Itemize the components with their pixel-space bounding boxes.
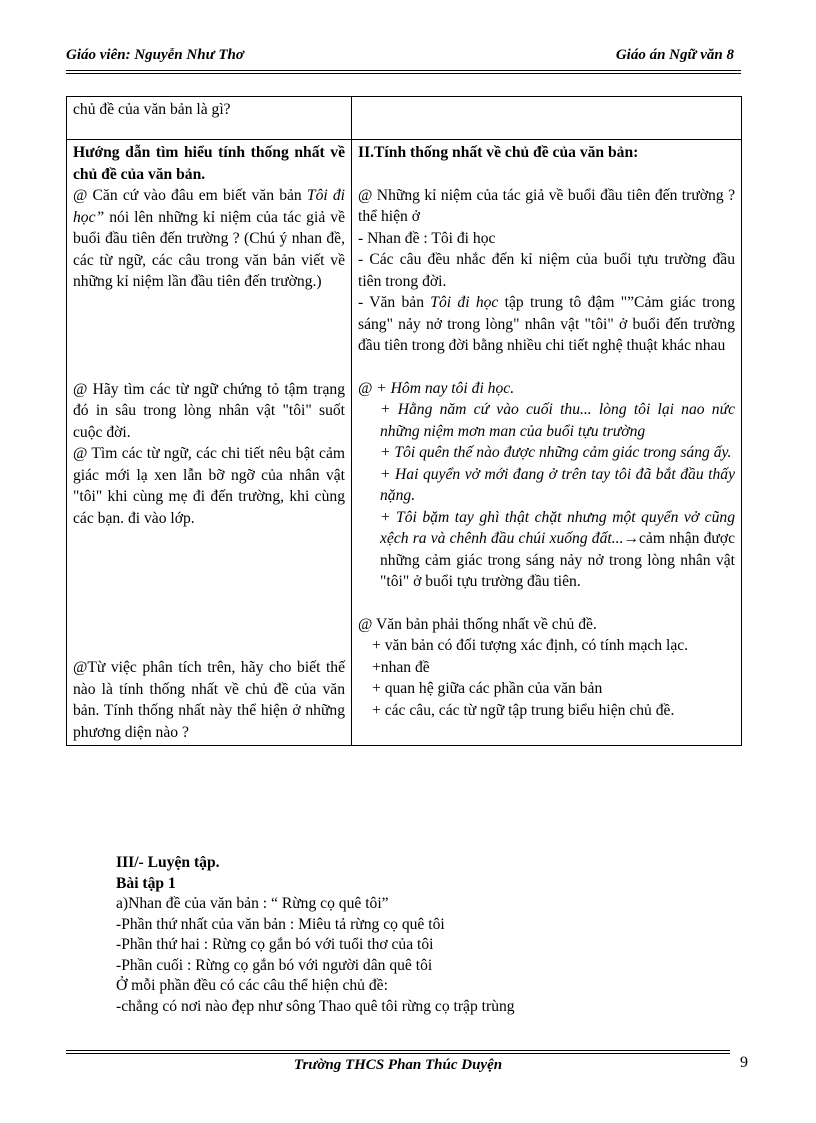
footer-rule-2 bbox=[66, 1053, 730, 1054]
cell-text: chủ đề của văn bản là gì? bbox=[73, 101, 231, 118]
table-cell-empty bbox=[352, 97, 742, 140]
practice-line: -Phần thứ hai : Rừng cọ gắn bó với tuổi thơ của tôi bbox=[116, 936, 434, 953]
arrow-right-icon: → bbox=[623, 530, 639, 547]
practice-line: a)Nhan đề của văn bản : “ Rừng cọ quê tôi” bbox=[116, 895, 389, 912]
l4-text-a: - Văn bản bbox=[358, 294, 431, 311]
practice-line: Ở mỗi phần đều có các câu thể hiện chủ đề: bbox=[116, 977, 388, 994]
quote-line bbox=[358, 507, 735, 593]
conclusion-line: + văn bản có đối tượng xác định, có tính mạch lạc. bbox=[372, 637, 689, 654]
spacer bbox=[358, 357, 735, 378]
teacher-guide-cell bbox=[67, 140, 352, 746]
answer-line: @ Những kỉ niệm của tác giả về buổi đầu tiên đến trường ? thể hiện ở bbox=[358, 186, 735, 225]
conclusion-line: +nhan đề bbox=[372, 658, 430, 676]
header-subject: Giáo án Ngữ văn 8 bbox=[615, 47, 734, 63]
guide-question-3: @ Tìm các từ ngữ, các chi tiết nêu bật cảm giác mới lạ xen lẫn bỡ ngỡ của nhân vật "tôi" khi cùng mẹ đi đến trường, khi cùng các bạn. đi vào lớp. bbox=[73, 445, 345, 527]
conclusion-line: + các câu, các từ ngữ tập trung biểu hiện chủ đề. bbox=[372, 701, 675, 719]
spacer bbox=[73, 529, 345, 657]
content-cell bbox=[352, 140, 742, 746]
guide-question-2: @ Hãy tìm các từ ngữ chứng tỏ tậm trạng đó in sâu trong lòng nhân vật "tôi" suốt cuộc đời. bbox=[73, 380, 345, 441]
conclusion-line: @ Văn bản phải thống nhất về chủ đề. bbox=[358, 615, 597, 633]
answer-line: - Các câu đều nhắc đến kỉ niệm của buổi tựu trường đầu tiên trong đời. bbox=[358, 251, 735, 290]
conclusion-line: + quan hệ giữa các phần của văn bản bbox=[372, 680, 603, 697]
table-row bbox=[67, 97, 742, 140]
q5-text-italic: + Tôi bặm tay ghì thật chặt nhưng một quyển vở cũng xệch ra và chênh đầu chúi xuống đất... bbox=[380, 508, 735, 547]
page-number: 9 bbox=[740, 1054, 748, 1071]
practice-heading: III/- Luyện tập. bbox=[116, 854, 220, 871]
spacer bbox=[358, 593, 735, 614]
quote-line: + Hằng năm cứ vào cuối thu... lòng tôi lại nao nức những niệm mơn man của buổi tựu trường bbox=[380, 401, 735, 440]
q1-text-a: @ Căn cứ vào đâu em biết văn bản bbox=[73, 187, 307, 204]
practice-section bbox=[116, 853, 736, 1017]
answer-line bbox=[358, 292, 735, 357]
l4-text-italic: Tôi đi học bbox=[430, 294, 499, 311]
guide-question-4: @Từ việc phân tích trên, hãy cho biết thế nào là tính thống nhất về chủ đề của văn bản. Tính thống nhất này thể hiện ở những phương diện nào ? bbox=[73, 659, 345, 741]
header-rule-2 bbox=[66, 73, 741, 74]
practice-line: -Phần thứ nhất của văn bản : Miêu tả rừng cọ quê tôi bbox=[116, 915, 445, 933]
footer-school: Trường THCS Phan Thúc Duyện bbox=[293, 1057, 503, 1073]
guide-question-1 bbox=[73, 185, 345, 293]
section-title: II.Tính thống nhất về chủ đề của văn bản: bbox=[358, 144, 639, 161]
answer-line: - Nhan đề : Tôi đi học bbox=[358, 229, 496, 247]
q5-text: cảm nhận được những cảm giác trong sáng nảy nở trong lòng nhân vật "tôi" ở buổi tựu trường đầu tiên. bbox=[380, 530, 736, 590]
l4-text-c: tập trung tô đậm "”Cảm giác trong sáng" nảy nở trong lòng" nhân vật "tôi" ở buổi đến trường đầu tiên trong đời bằng nhiều chi tiết nghệ thuật khác nhau bbox=[358, 294, 735, 354]
header-teacher: Giáo viên: Nguyễn Như Thơ bbox=[66, 47, 244, 63]
table-cell bbox=[67, 97, 352, 140]
quote-line: + Hai quyển vở mới đang ở trên tay tôi đã bắt đầu thấy nặng. bbox=[380, 465, 735, 504]
q1-text-c: nói lên những kỉ niệm của tác giả về buổi đầu tiên đến trường ? (Chú ý nhan đề, các từ ngữ, các câu trong văn bản viết về những kỉ niệm lần đầu tiên đến trường.) bbox=[73, 208, 345, 290]
header-rule bbox=[66, 70, 741, 71]
spacer bbox=[358, 164, 735, 185]
quote-line: @ + Hôm nay tôi đi học. bbox=[358, 379, 515, 397]
table-row bbox=[67, 140, 742, 746]
q1-text-italic: Tôi đi học” bbox=[73, 187, 345, 226]
spacer bbox=[73, 293, 345, 379]
lesson-table bbox=[66, 96, 742, 746]
exercise-title: Bài tập 1 bbox=[116, 874, 176, 892]
footer-rule bbox=[66, 1050, 730, 1051]
quote-line: + Tôi quên thế nào được những cảm giác trong sáng ấy. bbox=[380, 444, 732, 461]
guide-title: Hướng dẫn tìm hiểu tính thống nhất về chủ đề của văn bản. bbox=[73, 144, 345, 183]
practice-line: -Phần cuối : Rừng cọ gắn bó với người dân quê tôi bbox=[116, 956, 433, 974]
practice-line: -chẳng có nơi nào đẹp như sông Thao quê tôi rừng cọ trập trùng bbox=[116, 997, 515, 1015]
